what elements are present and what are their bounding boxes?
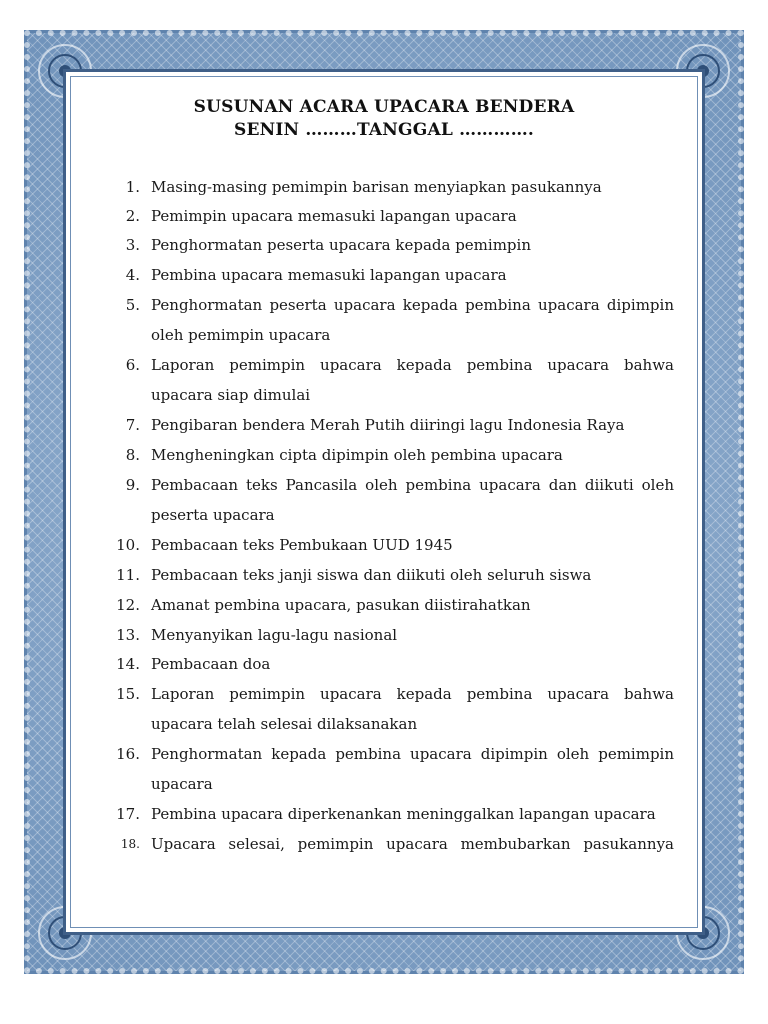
item-number: 12. bbox=[116, 596, 140, 614]
item-text: Penghormatan peserta upacara kepada pemimpin bbox=[151, 236, 531, 254]
item-text: Menyanyikan lagu-lagu nasional bbox=[151, 626, 398, 644]
item-number: 10. bbox=[116, 536, 140, 554]
item-number: 16. bbox=[116, 745, 140, 763]
item-text: Mengheningkan cipta dipimpin oleh pembina upacara bbox=[151, 446, 563, 464]
item-number: 9. bbox=[125, 476, 140, 494]
item-number: 6. bbox=[125, 356, 140, 374]
item-text: Penghormatan peserta upacara kepada pembina upacara dipimpin bbox=[151, 296, 674, 314]
item-text: Masing-masing pemimpin barisan menyiapkan pasukannya bbox=[151, 178, 602, 196]
item-text: Amanat pembina upacara, pasukan diistirahatkan bbox=[151, 596, 531, 614]
item-number: 3. bbox=[125, 236, 140, 254]
item-number: 5. bbox=[125, 296, 140, 314]
item-text-continued: oleh pemimpin upacara bbox=[151, 326, 331, 344]
item-number: 2. bbox=[125, 207, 140, 225]
item-text: Laporan pemimpin upacara kepada pembina upacara bahwa bbox=[151, 685, 674, 703]
item-text: Upacara selesai, pemimpin upacara membubarkan pasukannya bbox=[151, 835, 674, 853]
item-number: 1. bbox=[125, 178, 140, 196]
item-number: 13. bbox=[116, 626, 140, 644]
item-text: Pembacaan teks Pembukaan UUD 1945 bbox=[151, 536, 453, 554]
item-number: 14. bbox=[116, 655, 140, 673]
item-text-continued: upacara bbox=[151, 775, 213, 793]
item-number: 11. bbox=[116, 566, 140, 584]
item-text: Pengibaran bendera Merah Putih diiringi lagu Indonesia Raya bbox=[151, 416, 625, 434]
document-subtitle: SENIN ………TANGGAL …………. bbox=[233, 120, 535, 140]
item-text: Pembina upacara memasuki lapangan upacara bbox=[151, 266, 507, 284]
document-title: SUSUNAN ACARA UPACARA BENDERA bbox=[193, 97, 575, 117]
item-text: Pembacaan teks janji siswa dan diikuti oleh seluruh siswa bbox=[151, 566, 592, 584]
item-number: 4. bbox=[125, 266, 140, 284]
item-text: Pembacaan doa bbox=[151, 655, 271, 673]
item-text: Pemimpin upacara memasuki lapangan upacara bbox=[151, 207, 517, 225]
item-text-continued: peserta upacara bbox=[151, 506, 275, 524]
item-text: Pembina upacara diperkenankan meninggalkan lapangan upacara bbox=[151, 805, 656, 823]
item-text: Penghormatan kepada pembina upacara dipimpin oleh pemimpin bbox=[151, 745, 674, 763]
item-text: Laporan pemimpin upacara kepada pembina upacara bahwa bbox=[151, 356, 674, 374]
item-number: 18. bbox=[120, 837, 140, 851]
item-number: 15. bbox=[116, 685, 140, 703]
item-text-continued: upacara siap dimulai bbox=[151, 386, 311, 404]
item-number: 8. bbox=[125, 446, 140, 464]
item-text-continued: upacara telah selesai dilaksanakan bbox=[151, 715, 418, 733]
item-text: Pembacaan teks Pancasila oleh pembina upacara dan diikuti oleh bbox=[151, 476, 674, 494]
item-number: 17. bbox=[116, 805, 140, 823]
item-number: 7. bbox=[125, 416, 140, 434]
